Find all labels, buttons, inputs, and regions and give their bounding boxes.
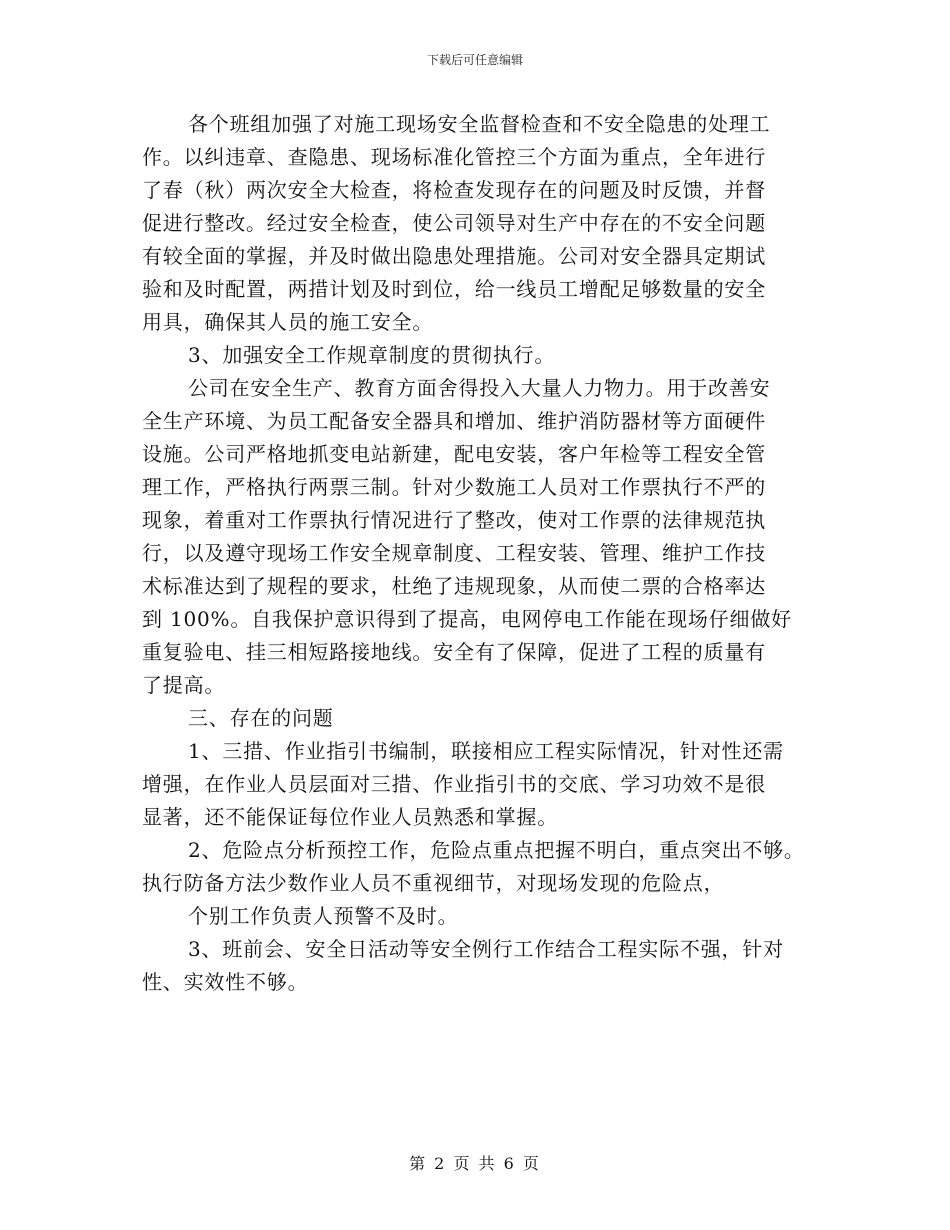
- page-header: 下载后可任意编辑: [426, 53, 523, 67]
- paragraph-line: 3、班前会、安全日活动等安全例行工作结合工程实际不强，针对: [188, 937, 784, 961]
- paragraph-line: 行，以及遵守现场工作安全规章制度、工程安装、管理、维护工作技: [142, 541, 766, 565]
- paragraph-line: 了提高。: [142, 673, 226, 697]
- paragraph-line: 重复验电、挂三相短路接地线。安全有了保障，促进了工程的质量有: [142, 640, 766, 664]
- paragraph-line: 促进行整改。经过安全检查，使公司领导对生产中存在的不安全问题: [142, 211, 766, 235]
- paragraph-line: 现象，着重对工作票执行情况进行了整改，使对工作票的法律规范执: [142, 508, 766, 532]
- paragraph-line: 1、三措、作业指引书编制，联接相应工程实际情况，针对性还需: [188, 739, 784, 763]
- paragraph-line: 作。以纠违章、查隐患、现场标准化管控三个方面为重点，全年进行: [142, 145, 766, 169]
- paragraph-line: 术标准达到了规程的要求，杜绝了违规现象，从而使二票的合格率达: [142, 574, 766, 598]
- paragraph-line: 设施。公司严格地抓变电站新建，配电安装，客户年检等工程安全管: [142, 442, 766, 466]
- paragraph-line: 显著，还不能保证每位作业人员熟悉和掌握。: [142, 805, 558, 829]
- paragraph-line: 性、实效性不够。: [142, 970, 309, 994]
- paragraph-line: 用具，确保其人员的施工安全。: [142, 310, 434, 334]
- paragraph-line: 增强，在作业人员层面对三措、作业指引书的交底、学习功效不是很: [142, 772, 766, 796]
- paragraph-line: 2、危险点分析预控工作，危险点重点把握不明白，重点突出不够。: [188, 838, 805, 862]
- paragraph-line: 理工作，严格执行两票三制。针对少数施工人员对工作票执行不严的: [142, 475, 766, 499]
- section-heading: 3、加强安全工作规章制度的贯彻执行。: [188, 343, 556, 367]
- paragraph-line: 个别工作负责人预警不及时。: [188, 904, 459, 928]
- paragraph-line: 全生产环境、为员工配备安全器具和增加、维护消防器材等方面硬件: [142, 409, 766, 433]
- paragraph-line: 公司在安全生产、教育方面舍得投入大量人力物力。用于改善安: [188, 376, 771, 400]
- page-number-footer: 第 2 页 共 6 页: [409, 1154, 541, 1173]
- paragraph-line: 有较全面的掌握，并及时做出隐患处理措施。公司对安全器具定期试: [142, 244, 766, 268]
- paragraph-line: 各个班组加强了对施工现场安全监督检查和不安全隐患的处理工: [188, 112, 771, 136]
- paragraph-line: 执行防备方法少数作业人员不重视细节，对现场发现的危险点，: [142, 871, 725, 895]
- section-heading: 三、存在的问题: [188, 706, 334, 730]
- paragraph-line: 验和及时配置，两措计划及时到位，给一线员工增配足够数量的安全: [142, 277, 766, 301]
- paragraph-line: 到 100%。自我保护意识得到了提高，电网停电工作能在现场仔细做好: [142, 607, 792, 631]
- paragraph-line: 了春（秋）两次安全大检查，将检查发现存在的问题及时反馈，并督: [142, 178, 766, 202]
